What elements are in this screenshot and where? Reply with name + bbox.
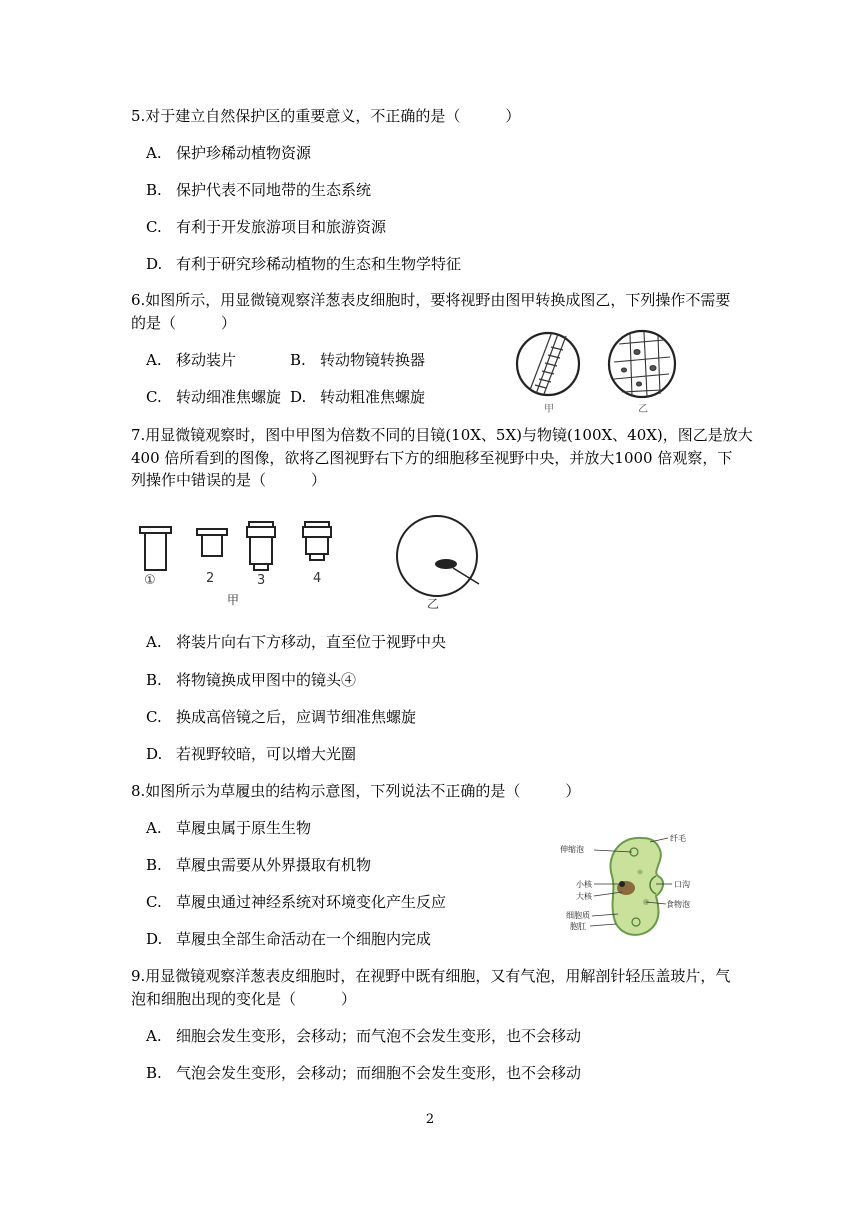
q7-option-a-letter: A.: [146, 633, 162, 651]
q5-option-d-text: 有利于研究珍稀动植物的生态和生物学特征: [176, 255, 462, 273]
q7-option-d-letter: D.: [146, 745, 163, 763]
q6-figure-label-yi: 乙: [638, 404, 648, 415]
q6-option-c-text: 转动细准焦螺旋: [176, 388, 282, 406]
q7-lens-label-3: 3: [257, 573, 266, 588]
q8-label-micronucleus: 小核: [576, 880, 592, 889]
q5-option-c-text: 有利于开发旅游项目和旅游资源: [176, 218, 387, 236]
q7-option-a-text: 将装片向右下方移动，直至位于视野中央: [176, 633, 447, 651]
q6-option-c-letter: C.: [146, 388, 162, 406]
q7-lens-figure: [135, 512, 495, 612]
q8-option-c-text: 草履虫通过神经系统对环境变化产生反应: [176, 893, 447, 911]
q7-lens-label-4: 4: [313, 571, 322, 586]
q8-option-d-letter: D.: [146, 930, 163, 948]
q7-option-b-letter: B.: [146, 671, 162, 689]
q9-option-a-letter: A.: [146, 1027, 162, 1045]
q6-option-a-letter: A.: [146, 351, 162, 369]
q8-label-macronucleus: 大核: [576, 892, 592, 901]
q8-option-a-text: 草履虫属于原生生物: [176, 819, 312, 837]
q8-option-b-letter: B.: [146, 856, 162, 874]
q6-figure-label-jia: 甲: [544, 404, 554, 415]
q9-option-b-letter: B.: [146, 1064, 162, 1082]
q8-option-b-text: 草履虫需要从外界摄取有机物: [176, 856, 372, 874]
q8-option-a-letter: A.: [146, 819, 162, 837]
q7-stem-line1: 7.用显微镜观察时，图中甲图为倍数不同的目镜(10X、5X)与物镜(100X、40X)，图乙是放大: [131, 426, 753, 444]
q7-option-c-text: 换成高倍镜之后，应调节细准焦螺旋: [176, 708, 417, 726]
q6-stem-line2: 的是（ ）: [131, 314, 237, 332]
q6-option-a-text: 移动装片: [176, 351, 237, 369]
q8-label-cytoplasm: 细胞质: [566, 911, 590, 920]
q7-option-b-text: 将物镜换成甲图中的镜头④: [176, 671, 357, 689]
page-number: 2: [425, 1112, 435, 1127]
q5-option-c-letter: C.: [146, 218, 162, 236]
q7-figure-label-yi: 乙: [427, 597, 440, 611]
q7-lens-label-2: 2: [206, 571, 215, 586]
q9-stem-line1: 9.用显微镜观察洋葱表皮细胞时，在视野中既有细胞，又有气泡，用解剖针轻压盖玻片，气: [131, 967, 731, 985]
q8-label-food-vacuole: 食物泡: [666, 900, 690, 909]
q8-paramecium-figure: [560, 832, 720, 944]
q5-option-a-text: 保护珍稀动植物资源: [176, 144, 312, 162]
q6-option-b-text: 转动物镜转换器: [320, 351, 426, 369]
q5-option-d-letter: D.: [146, 255, 163, 273]
q6-microscope-view-figure: [514, 324, 694, 416]
q8-option-c-letter: C.: [146, 893, 162, 911]
q7-figure-label-jia: 甲: [227, 593, 240, 607]
q6-stem-line1: 6.如图所示，用显微镜观察洋葱表皮细胞时，要将视野由图甲转换成图乙，下列操作不需要: [131, 291, 731, 309]
q5-option-a-letter: A.: [146, 144, 162, 162]
q7-option-d-text: 若视野较暗，可以增大光圈: [176, 745, 357, 763]
q9-option-a-text: 细胞会发生变形，会移动；而气泡不会发生变形，也不会移动: [176, 1027, 582, 1045]
q7-stem-line2: 400 倍所看到的图像，欲将乙图视野右下方的细胞移至视野中央，并放大1000 倍观察，下: [131, 449, 733, 467]
q5-stem: 5.对于建立自然保护区的重要意义，不正确的是（ ）: [131, 107, 521, 125]
q6-option-b-letter: B.: [290, 351, 306, 369]
q5-option-b-letter: B.: [146, 181, 162, 199]
q8-stem: 8.如图所示为草履虫的结构示意图，下列说法不正确的是（ ）: [131, 782, 581, 800]
q8-label-oral-groove: 口沟: [674, 880, 690, 889]
q5-option-b-text: 保护代表不同地带的生态系统: [176, 181, 372, 199]
q6-option-d-text: 转动粗准焦螺旋: [320, 388, 426, 406]
q9-option-b-text: 气泡会发生变形，会移动；而细胞不会发生变形，也不会移动: [176, 1064, 582, 1082]
q8-option-d-text: 草履虫全部生命活动在一个细胞内完成: [176, 930, 432, 948]
q9-stem-line2: 泡和细胞出现的变化是（ ）: [131, 990, 357, 1008]
q8-label-cilia: 纤毛: [670, 834, 686, 843]
q7-lens-label-1: ①: [144, 573, 156, 588]
q7-option-c-letter: C.: [146, 708, 162, 726]
q7-stem-line3: 列操作中错误的是（ ）: [131, 471, 327, 489]
q8-label-anal-pore: 胞肛: [570, 922, 586, 931]
q8-label-contractile-vacuole: 伸缩泡: [560, 845, 584, 854]
q6-option-d-letter: D.: [290, 388, 307, 406]
